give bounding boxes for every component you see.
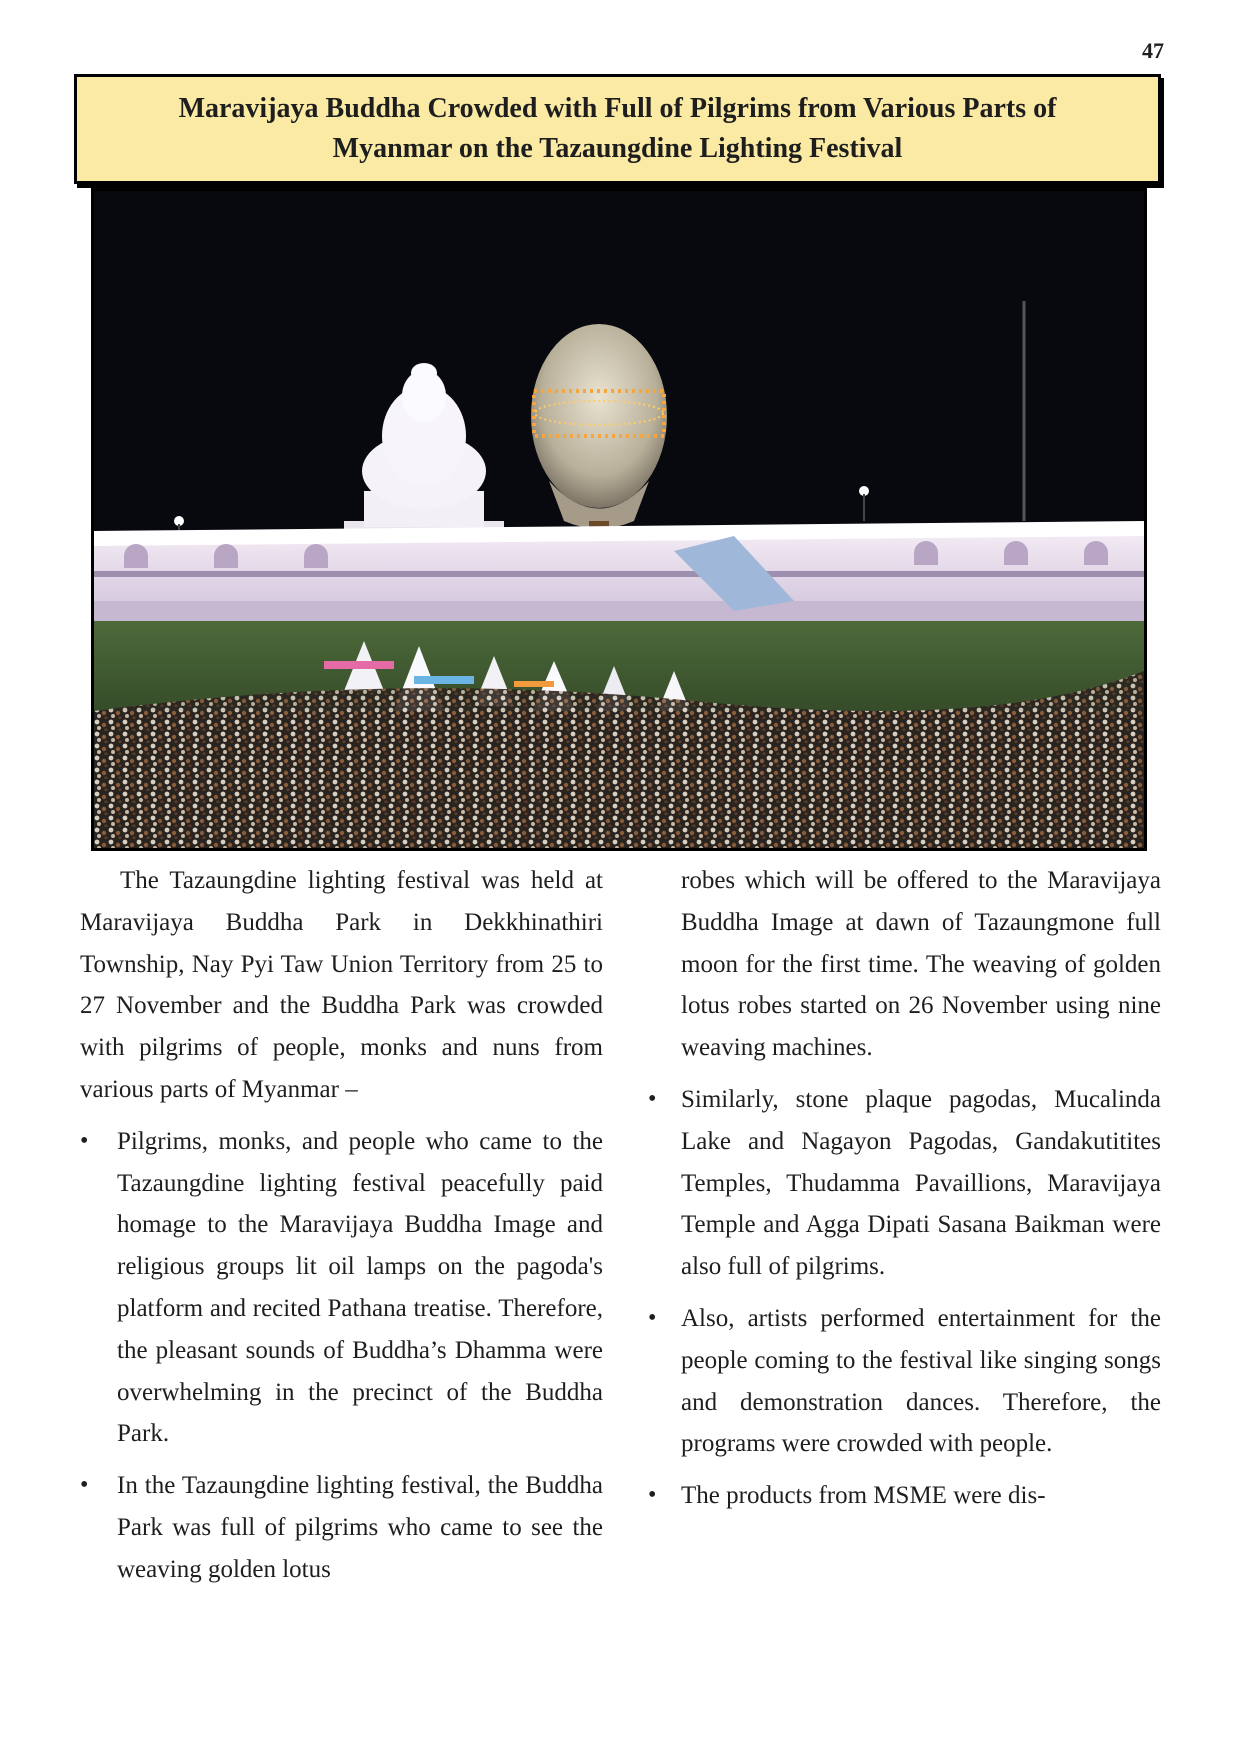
temple-wall (94, 521, 1144, 626)
bullet-item-weaving: • In the Tazaungdine lighting festival, the Buddha Park was full of pilgrims who came to see the weaving golden lotus (80, 1465, 603, 1590)
intro-paragraph: The Tazaungdine lighting festival was held at Maravijaya Buddha Park in Dekkhinathiri Township, Nay Pyi Taw Union Territory from 25 to 27 November and the Buddha Park was crowded with pilgrims of people, monks and nuns from various parts of Myanmar – (80, 867, 603, 1103)
weaving-continuation: robes which will be offered to the Maravijaya Buddha Image at dawn of Tazaungmone full moon for the first time. The weaving of golden lotus robes started on 26 November using nine weaving machines. (681, 867, 1161, 1062)
bullet-item-homage: • Pilgrims, monks, and people who came to the Tazaungdine lighting festival peacefully paid homage to the Maravijaya Buddha Image and religious groups lit oil lamps on the pagoda's platform and recited Pathana treatise. Therefore, the pleasant sounds of Buddha’s Dhamma were overwhelming in the precinct of the Buddha Park. (80, 1121, 603, 1455)
bullet-item-pagodas: • Similarly, stone plaque pagodas, Mucalinda Lake and Nagayon Pagodas, Gandakutitites Temples, Thudamma Pavaillions, Maravijaya Temple and Agga Dipati Sasana Baikman were also full of pilgrims. (648, 1079, 1161, 1288)
article-title-box (74, 74, 1161, 184)
left-column (80, 860, 603, 1591)
bullet-item-entertainment: • Also, artists performed entertainment for the people coming to the festival like singing songs and demonstration dances. Therefore, the programs were crowded with people. (648, 1298, 1161, 1465)
festival-photo (91, 188, 1147, 851)
right-column (648, 860, 1161, 1517)
page-number: 47 (1142, 38, 1164, 63)
article-title: Maravijaya Buddha Crowded with Full of Pilgrims from Various Parts of Myanmar on the Tazaungdine Lighting Festival (178, 93, 1057, 164)
bullet-item-msme: • The products from MSME were dis- (648, 1475, 1161, 1517)
festival-photo-illustration (94, 191, 1144, 848)
